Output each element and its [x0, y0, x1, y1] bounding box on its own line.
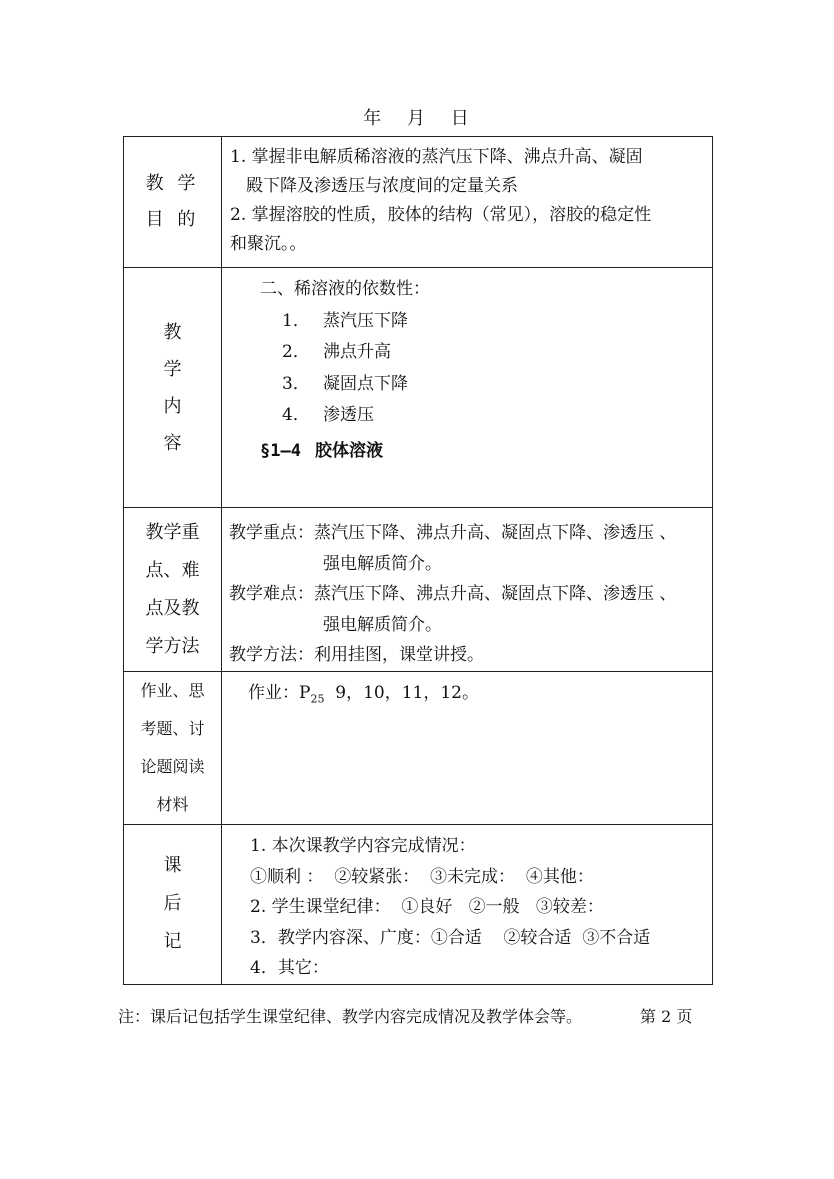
focus-label-line: 学方法	[145, 635, 200, 657]
objective-line: 1. 掌握非电解质稀溶液的蒸汽压下降、沸点升高、凝固	[230, 147, 643, 167]
afterclass-row	[124, 825, 713, 985]
afterclass-line: 1. 本次课教学内容完成情况：	[250, 836, 476, 856]
content-label-char: 容	[163, 432, 182, 454]
focus-text	[222, 508, 713, 672]
list-item-text: 凝固点下降	[323, 373, 408, 394]
list-item-number: 2．	[282, 342, 310, 362]
focus-label-line: 教学重	[145, 521, 200, 543]
difficult-points-cont: 强电解质简介。	[323, 614, 442, 635]
objectives-label-line: 目 的	[145, 209, 200, 230]
content-label-char: 学	[163, 358, 182, 380]
afterclass-label-char: 后	[163, 893, 182, 915]
difficult-points: 教学难点：蒸汽压下降、沸点升高、凝固点下降、渗透压 、	[229, 584, 677, 604]
homework-text	[222, 672, 713, 825]
objectives-text	[222, 137, 713, 268]
objective-line: 殿下降及渗透压与浓度间的定量关系	[246, 176, 518, 196]
afterclass-label-char: 课	[163, 855, 182, 877]
page-number: 第 2 页	[640, 1007, 693, 1026]
afterclass-line: 3．教学内容深、广度：①合适 ②较合适 ③不合适	[250, 927, 651, 948]
homework-page: 25	[310, 692, 325, 706]
focus-label-line: 点、难	[145, 559, 200, 581]
section-heading	[222, 436, 712, 468]
afterclass-options: ①顺利 ： ②较紧张： ③未完成： ④其他：	[250, 866, 594, 887]
key-points-cont: 强电解质简介。	[323, 553, 442, 574]
list-item-number: 3．	[282, 373, 310, 394]
teaching-method: 教学方法：利用挂图，课堂讲授。	[229, 645, 484, 665]
list-item-text: 蒸汽压下降	[323, 310, 408, 331]
content-text	[222, 268, 713, 508]
list-item-number: 1．	[282, 310, 310, 331]
objectives-label	[124, 137, 222, 268]
list-item-text: 沸点升高	[323, 342, 391, 362]
objectives-row	[124, 137, 713, 268]
focus-label	[124, 508, 222, 672]
content-row	[124, 268, 713, 508]
focus-row	[124, 508, 713, 672]
objective-line: 和聚沉。。	[230, 234, 307, 254]
content-label-char: 教	[163, 321, 182, 343]
homework-prefix: 作业：P	[248, 683, 311, 703]
month-label: 月	[407, 108, 427, 129]
list-item-number: 4．	[282, 405, 310, 425]
homework-label-line: 作业、思	[140, 681, 205, 700]
homework-label-line: 材料	[156, 795, 189, 814]
objectives-label-line: 教 学	[145, 173, 200, 194]
homework-label	[124, 672, 222, 825]
content-label-char: 内	[163, 395, 182, 417]
key-points: 教学重点：蒸汽压下降、沸点升高、凝固点下降、渗透压 、	[229, 523, 677, 543]
homework-items: 9，10，11，12。	[324, 683, 479, 703]
afterclass-line: 4．其它：	[250, 958, 329, 978]
section-title: 胶体溶液	[314, 440, 383, 461]
list-item	[222, 337, 712, 369]
list-item	[222, 400, 712, 432]
footer-note: 注：课后记包括学生课堂纪律、教学内容完成情况及教学体会等。	[118, 1007, 583, 1026]
afterclass-line: 2. 学生课堂纪律： ①良好 ②一般 ③较差：	[250, 897, 604, 917]
list-item	[222, 369, 712, 401]
list-item	[222, 306, 712, 338]
date-line	[0, 104, 834, 130]
lesson-plan-table	[123, 136, 713, 985]
content-label	[124, 268, 222, 508]
list-item-text: 渗透压	[323, 405, 374, 425]
afterclass-label	[124, 825, 222, 985]
focus-label-line: 点及教	[145, 597, 200, 619]
homework-label-line: 考题、讨	[140, 719, 205, 738]
year-label: 年	[363, 108, 384, 129]
content-heading: 二、稀溶液的依数性：	[260, 279, 430, 299]
objective-line: 2. 掌握溶胶的性质，胶体的结构（常见），溶胶的稳定性	[230, 205, 652, 225]
homework-row	[124, 672, 713, 825]
afterclass-text	[222, 825, 713, 985]
afterclass-label-char: 记	[163, 931, 182, 953]
day-label: 日	[450, 108, 471, 129]
homework-label-line: 论题阅读	[140, 757, 205, 776]
section-number: §1—4	[260, 440, 301, 461]
